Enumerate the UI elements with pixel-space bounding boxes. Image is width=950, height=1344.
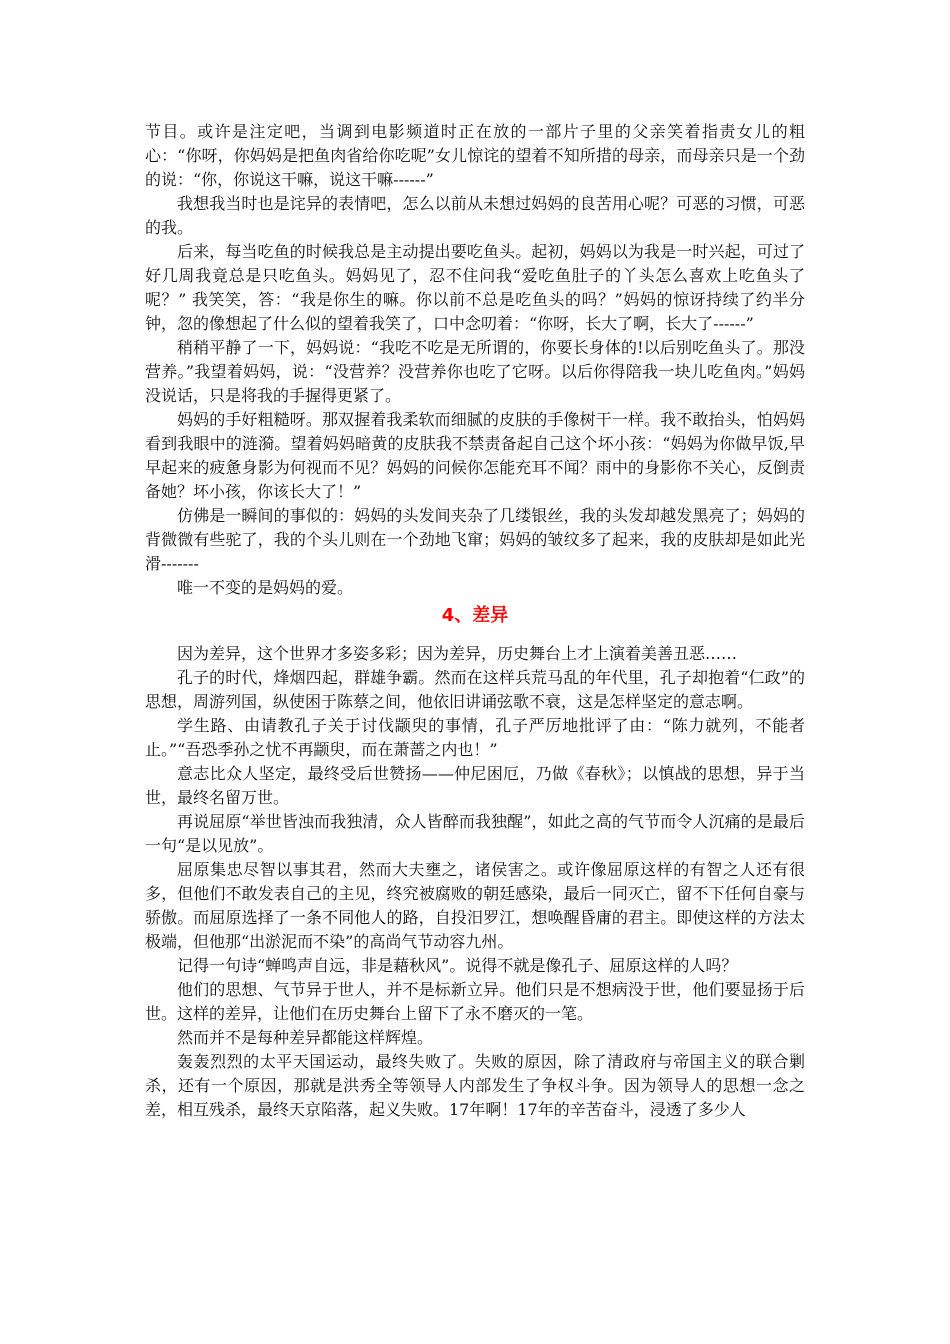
paragraph: 然而并不是每种差异都能这样辉煌。: [177, 1028, 434, 1047]
paragraph: 后来，每当吃鱼的时候我总是主动提出要吃鱼头。起初，妈妈以为我是一时兴起，可过了好几周我竟总是只吃鱼头。妈妈见了，忍不住问我“爱吃鱼肚子的丫头怎么喜欢上吃鱼头了呢？” 我笑笑，答：“我是你生的嘛。你以前不总是吃鱼头的吗？”妈妈的惊讶持续了约半分钟，忽的像想起了什么似的望着我笑了，口中念叨着：“你呀，长大了啊，长大了------”: [145, 242, 805, 333]
paragraph: 稍稍平静了一下，妈妈说：“我吃不吃是无所谓的，你要长身体的!以后别吃鱼头了。那没营养。”我望着妈妈，说：“没营养？没营养你也吃了它呀。以后你得陪我一块儿吃鱼肉。”妈妈没说话，只是将我的手握得更紧了。: [145, 338, 805, 405]
paragraph: 屈原集忠尽智以事其君，然而大夫壅之，诸侯害之。或许像屈原这样的有智之人还有很多，但他们不敢发表自己的主见，终究被腐败的朝廷感染，最后一同灭亡，留不下任何自豪与骄傲。而屈原选择了一条不同他人的路，自投汨罗江，想唤醒昏庸的君主。即使这样的方法太极端，但他那“出淤泥而不染”的高尚气节动容九州。: [145, 860, 805, 951]
paragraph: 因为差异，这个世界才多姿多彩；因为差异，历史舞台上才上演着美善丑恶……: [177, 644, 738, 663]
paragraph: 再说屈原“举世皆浊而我独清，众人皆醉而我独醒”，如此之高的气节而令人沉痛的是最后一句“是以见放”。: [145, 812, 805, 855]
paragraph: 妈妈的手好粗糙呀。那双握着我柔软而细腻的皮肤的手像树干一样。我不敢抬头，怕妈妈看到我眼中的涟漪。望着妈妈暗黄的皮肤我不禁责备起自己这个坏小孩：“妈妈为你做早饭,早早起来的疲惫身影为何视而不见？妈妈的问候你怎能充耳不闻？雨中的身影你不关心，反倒责备她？坏小孩，你该长大了！”: [145, 410, 805, 501]
paragraph: 仿佛是一瞬间的事似的：妈妈的头发间夹杂了几缕银丝，我的头发却越发黑亮了；妈妈的背微微有些驼了，我的个头儿则在一个劲地飞窜；妈妈的皱纹多了起来，我的皮肤却是如此光滑-------: [145, 506, 805, 573]
document-body: [145, 120, 805, 1122]
paragraph: 唯一不变的是妈妈的爱。: [177, 578, 354, 597]
paragraph: 孔子的时代，烽烟四起，群雄争霸。然而在这样兵荒马乱的年代里，孔子却抱着“仁政”的思想，周游列国，纵使困于陈蔡之间，他依旧讲诵弦歌不衰，这是怎样坚定的意志啊。: [145, 668, 805, 711]
paragraph: 我想我当时也是诧异的表情吧，怎么以前从未想过妈妈的良苦用心呢？可恶的习惯，可恶的我。: [145, 194, 805, 237]
paragraph: 他们的思想、气节异于世人，并不是标新立异。他们只是不想病没于世，他们要显扬于后世。这样的差异，让他们在历史舞台上留下了永不磨灭的一笔。: [145, 980, 805, 1023]
paragraph: 学生路、由请教孔子关于讨伐颛臾的事情，孔子严厉地批评了由：“陈力就列，不能者止。”“吾恐季孙之忧不再颛臾，而在萧蔷之内也！”: [145, 716, 805, 759]
paragraph: 节目。或许是注定吧，当调到电影频道时正在放的一部片子里的父亲笑着指责女儿的粗心：“你呀，你妈妈是把鱼肉省给你吃呢”女儿惊诧的望着不知所措的母亲，而母亲只是一个劲的说：“你，你说这干嘛，说这干嘛------”: [145, 122, 805, 189]
paragraph: 记得一句诗“蝉鸣声自远，非是藉秋风”。说得不就是像孔子、屈原这样的人吗？: [177, 956, 738, 975]
paragraph: 意志比众人坚定，最终受后世赞扬——仲尼困厄，乃做《春秋》；以慎战的思想，异于当世，最终名留万世。: [145, 764, 805, 807]
paragraph: 轰轰烈烈的太平天国运动，最终失败了。失败的原因，除了清政府与帝国主义的联合剿杀，还有一个原因，那就是洪秀全等领导人内部发生了争权斗争。因为领导人的思想一念之差，相互残杀，最终天京陷落，起义失败。17年啊！17年的辛苦奋斗，浸透了多少人: [145, 1052, 805, 1119]
section-heading: 4、差异: [441, 605, 509, 626]
